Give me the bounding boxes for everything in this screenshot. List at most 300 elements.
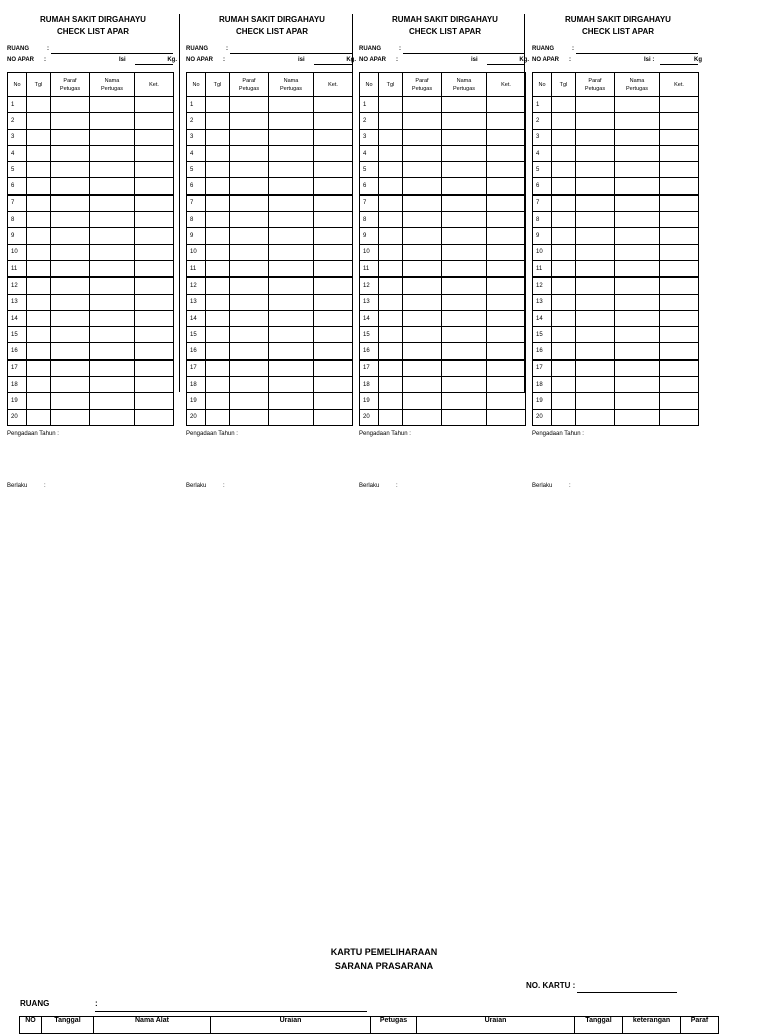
nama-cell[interactable] [615,113,660,129]
tgl-cell[interactable] [379,97,403,113]
ket-cell[interactable] [487,212,526,228]
ket-cell[interactable] [314,377,353,393]
paraf-cell[interactable] [576,113,615,129]
ket-cell[interactable] [487,277,526,294]
ket-cell[interactable] [487,393,526,409]
paraf-cell[interactable] [230,327,269,343]
tgl-cell[interactable] [379,409,403,425]
ket-cell[interactable] [660,162,699,178]
tgl-cell[interactable] [27,113,51,129]
ket-cell[interactable] [487,327,526,343]
paraf-cell[interactable] [576,377,615,393]
tgl-cell[interactable] [27,377,51,393]
tgl-cell[interactable] [552,343,576,360]
paraf-cell[interactable] [576,343,615,360]
ket-cell[interactable] [487,310,526,326]
ket-cell[interactable] [314,145,353,161]
nama-cell[interactable] [269,409,314,425]
tgl-cell[interactable] [206,343,230,360]
ket-cell[interactable] [660,310,699,326]
tgl-cell[interactable] [552,409,576,425]
ket-cell[interactable] [487,195,526,212]
paraf-cell[interactable] [576,310,615,326]
nama-cell[interactable] [90,294,135,310]
paraf-cell[interactable] [576,360,615,377]
nama-cell[interactable] [269,260,314,277]
ket-cell[interactable] [660,260,699,277]
tgl-cell[interactable] [27,195,51,212]
tgl-cell[interactable] [379,244,403,260]
tgl-cell[interactable] [27,327,51,343]
paraf-cell[interactable] [576,195,615,212]
tgl-cell[interactable] [552,393,576,409]
ket-cell[interactable] [487,129,526,145]
tgl-cell[interactable] [206,277,230,294]
tgl-cell[interactable] [27,294,51,310]
nama-cell[interactable] [269,294,314,310]
ket-cell[interactable] [314,277,353,294]
paraf-cell[interactable] [403,310,442,326]
nama-cell[interactable] [269,244,314,260]
paraf-cell[interactable] [230,97,269,113]
nama-cell[interactable] [615,195,660,212]
nama-cell[interactable] [269,343,314,360]
nama-cell[interactable] [90,129,135,145]
nama-cell[interactable] [90,377,135,393]
ket-cell[interactable] [314,162,353,178]
ket-cell[interactable] [660,178,699,195]
ket-cell[interactable] [135,113,174,129]
nama-cell[interactable] [442,294,487,310]
ket-cell[interactable] [487,294,526,310]
paraf-cell[interactable] [576,409,615,425]
nama-cell[interactable] [90,277,135,294]
paraf-cell[interactable] [230,129,269,145]
paraf-cell[interactable] [403,113,442,129]
nama-cell[interactable] [615,145,660,161]
ket-cell[interactable] [487,409,526,425]
ket-cell[interactable] [314,97,353,113]
nama-cell[interactable] [269,97,314,113]
tgl-cell[interactable] [552,360,576,377]
paraf-cell[interactable] [403,162,442,178]
ket-cell[interactable] [135,178,174,195]
paraf-cell[interactable] [403,360,442,377]
tgl-cell[interactable] [206,162,230,178]
nama-cell[interactable] [269,228,314,244]
nama-cell[interactable] [442,360,487,377]
nama-cell[interactable] [90,343,135,360]
tgl-cell[interactable] [552,228,576,244]
nama-cell[interactable] [442,113,487,129]
tgl-cell[interactable] [552,129,576,145]
paraf-cell[interactable] [230,228,269,244]
tgl-cell[interactable] [27,260,51,277]
paraf-cell[interactable] [51,277,90,294]
ket-cell[interactable] [660,277,699,294]
tgl-cell[interactable] [379,294,403,310]
ruang-field[interactable] [95,1011,367,1012]
ket-cell[interactable] [135,228,174,244]
nama-cell[interactable] [615,409,660,425]
nama-cell[interactable] [615,97,660,113]
paraf-cell[interactable] [576,145,615,161]
ruang-field[interactable] [230,53,352,54]
ket-cell[interactable] [135,393,174,409]
tgl-cell[interactable] [552,327,576,343]
paraf-cell[interactable] [51,228,90,244]
nama-cell[interactable] [615,360,660,377]
nama-cell[interactable] [442,327,487,343]
ket-cell[interactable] [660,327,699,343]
nama-cell[interactable] [90,97,135,113]
paraf-cell[interactable] [576,294,615,310]
nama-cell[interactable] [269,393,314,409]
nama-cell[interactable] [615,260,660,277]
tgl-cell[interactable] [379,310,403,326]
nama-cell[interactable] [90,244,135,260]
paraf-cell[interactable] [576,228,615,244]
paraf-cell[interactable] [51,294,90,310]
nama-cell[interactable] [269,145,314,161]
tgl-cell[interactable] [379,212,403,228]
tgl-cell[interactable] [206,260,230,277]
ket-cell[interactable] [314,409,353,425]
paraf-cell[interactable] [230,244,269,260]
paraf-cell[interactable] [51,178,90,195]
paraf-cell[interactable] [403,393,442,409]
paraf-cell[interactable] [403,343,442,360]
ket-cell[interactable] [660,145,699,161]
nama-cell[interactable] [615,327,660,343]
ket-cell[interactable] [314,212,353,228]
ket-cell[interactable] [487,97,526,113]
tgl-cell[interactable] [379,327,403,343]
ket-cell[interactable] [660,228,699,244]
paraf-cell[interactable] [403,129,442,145]
ket-cell[interactable] [487,162,526,178]
nama-cell[interactable] [90,113,135,129]
tgl-cell[interactable] [379,129,403,145]
paraf-cell[interactable] [403,260,442,277]
ket-cell[interactable] [135,409,174,425]
ket-cell[interactable] [135,327,174,343]
ket-cell[interactable] [314,195,353,212]
ket-cell[interactable] [660,409,699,425]
tgl-cell[interactable] [379,277,403,294]
tgl-cell[interactable] [206,409,230,425]
nama-cell[interactable] [442,97,487,113]
tgl-cell[interactable] [27,162,51,178]
ket-cell[interactable] [314,244,353,260]
nama-cell[interactable] [615,228,660,244]
tgl-cell[interactable] [379,343,403,360]
tgl-cell[interactable] [206,310,230,326]
nama-cell[interactable] [269,212,314,228]
tgl-cell[interactable] [552,294,576,310]
paraf-cell[interactable] [576,277,615,294]
nama-cell[interactable] [269,162,314,178]
paraf-cell[interactable] [576,260,615,277]
nama-cell[interactable] [269,377,314,393]
nama-cell[interactable] [615,343,660,360]
ket-cell[interactable] [487,244,526,260]
ket-cell[interactable] [660,97,699,113]
tgl-cell[interactable] [206,294,230,310]
tgl-cell[interactable] [206,327,230,343]
paraf-cell[interactable] [576,393,615,409]
tgl-cell[interactable] [206,212,230,228]
tgl-cell[interactable] [379,162,403,178]
tgl-cell[interactable] [552,113,576,129]
ket-cell[interactable] [135,195,174,212]
paraf-cell[interactable] [230,195,269,212]
nama-cell[interactable] [442,343,487,360]
paraf-cell[interactable] [51,327,90,343]
paraf-cell[interactable] [51,129,90,145]
tgl-cell[interactable] [27,178,51,195]
nama-cell[interactable] [90,360,135,377]
tgl-cell[interactable] [552,377,576,393]
tgl-cell[interactable] [379,393,403,409]
tgl-cell[interactable] [206,377,230,393]
ket-cell[interactable] [314,228,353,244]
tgl-cell[interactable] [27,409,51,425]
ket-cell[interactable] [135,129,174,145]
nama-cell[interactable] [615,162,660,178]
ket-cell[interactable] [487,343,526,360]
tgl-cell[interactable] [206,228,230,244]
ket-cell[interactable] [314,343,353,360]
paraf-cell[interactable] [403,178,442,195]
ket-cell[interactable] [135,260,174,277]
ket-cell[interactable] [660,360,699,377]
nama-cell[interactable] [269,113,314,129]
paraf-cell[interactable] [230,310,269,326]
paraf-cell[interactable] [51,113,90,129]
tgl-cell[interactable] [27,97,51,113]
tgl-cell[interactable] [27,244,51,260]
nama-cell[interactable] [269,310,314,326]
paraf-cell[interactable] [576,244,615,260]
ket-cell[interactable] [135,310,174,326]
paraf-cell[interactable] [51,310,90,326]
paraf-cell[interactable] [51,260,90,277]
ket-cell[interactable] [314,327,353,343]
ket-cell[interactable] [314,129,353,145]
nama-cell[interactable] [442,178,487,195]
ket-cell[interactable] [660,129,699,145]
ket-cell[interactable] [660,113,699,129]
tgl-cell[interactable] [379,178,403,195]
ket-cell[interactable] [135,377,174,393]
nama-cell[interactable] [269,360,314,377]
ket-cell[interactable] [314,260,353,277]
ket-cell[interactable] [660,377,699,393]
ket-cell[interactable] [660,212,699,228]
tgl-cell[interactable] [27,277,51,294]
paraf-cell[interactable] [403,409,442,425]
paraf-cell[interactable] [403,228,442,244]
nama-cell[interactable] [442,393,487,409]
nama-cell[interactable] [442,377,487,393]
tgl-cell[interactable] [552,277,576,294]
nama-cell[interactable] [615,178,660,195]
ket-cell[interactable] [314,393,353,409]
ket-cell[interactable] [487,360,526,377]
ket-cell[interactable] [660,294,699,310]
nama-cell[interactable] [90,162,135,178]
nama-cell[interactable] [269,277,314,294]
paraf-cell[interactable] [230,343,269,360]
ket-cell[interactable] [135,294,174,310]
paraf-cell[interactable] [230,212,269,228]
tgl-cell[interactable] [552,145,576,161]
ket-cell[interactable] [135,145,174,161]
paraf-cell[interactable] [576,327,615,343]
nama-cell[interactable] [269,129,314,145]
paraf-cell[interactable] [576,212,615,228]
tgl-cell[interactable] [379,113,403,129]
paraf-cell[interactable] [576,97,615,113]
paraf-cell[interactable] [403,195,442,212]
nama-cell[interactable] [615,377,660,393]
paraf-cell[interactable] [230,377,269,393]
nama-cell[interactable] [90,409,135,425]
paraf-cell[interactable] [230,162,269,178]
nama-cell[interactable] [90,178,135,195]
tgl-cell[interactable] [379,377,403,393]
paraf-cell[interactable] [230,145,269,161]
nama-cell[interactable] [615,393,660,409]
nama-cell[interactable] [442,409,487,425]
tgl-cell[interactable] [27,212,51,228]
tgl-cell[interactable] [552,195,576,212]
nama-cell[interactable] [442,260,487,277]
tgl-cell[interactable] [206,113,230,129]
tgl-cell[interactable] [206,360,230,377]
ruang-field[interactable] [576,53,698,54]
tgl-cell[interactable] [552,260,576,277]
tgl-cell[interactable] [206,145,230,161]
tgl-cell[interactable] [27,228,51,244]
nama-cell[interactable] [615,277,660,294]
tgl-cell[interactable] [27,393,51,409]
nama-cell[interactable] [442,145,487,161]
tgl-cell[interactable] [206,393,230,409]
tgl-cell[interactable] [552,310,576,326]
tgl-cell[interactable] [27,129,51,145]
ket-cell[interactable] [314,310,353,326]
ket-cell[interactable] [487,377,526,393]
paraf-cell[interactable] [51,145,90,161]
no-kartu-field[interactable] [577,992,677,993]
paraf-cell[interactable] [230,409,269,425]
nama-cell[interactable] [269,327,314,343]
nama-cell[interactable] [442,162,487,178]
paraf-cell[interactable] [576,129,615,145]
nama-cell[interactable] [90,212,135,228]
nama-cell[interactable] [269,178,314,195]
tgl-cell[interactable] [27,145,51,161]
tgl-cell[interactable] [206,195,230,212]
paraf-cell[interactable] [51,244,90,260]
nama-cell[interactable] [90,260,135,277]
ket-cell[interactable] [487,260,526,277]
paraf-cell[interactable] [576,178,615,195]
nama-cell[interactable] [90,393,135,409]
ruang-field[interactable] [51,53,173,54]
ket-cell[interactable] [135,343,174,360]
paraf-cell[interactable] [230,360,269,377]
tgl-cell[interactable] [552,212,576,228]
nama-cell[interactable] [90,228,135,244]
ket-cell[interactable] [135,212,174,228]
tgl-cell[interactable] [379,228,403,244]
paraf-cell[interactable] [51,97,90,113]
nama-cell[interactable] [90,327,135,343]
ket-cell[interactable] [487,113,526,129]
nama-cell[interactable] [615,294,660,310]
paraf-cell[interactable] [403,377,442,393]
ket-cell[interactable] [314,360,353,377]
tgl-cell[interactable] [379,145,403,161]
nama-cell[interactable] [442,310,487,326]
nama-cell[interactable] [90,310,135,326]
ket-cell[interactable] [487,228,526,244]
paraf-cell[interactable] [51,409,90,425]
ket-cell[interactable] [314,294,353,310]
nama-cell[interactable] [442,129,487,145]
ket-cell[interactable] [660,195,699,212]
ket-cell[interactable] [314,178,353,195]
tgl-cell[interactable] [27,310,51,326]
tgl-cell[interactable] [379,195,403,212]
nama-cell[interactable] [90,195,135,212]
nama-cell[interactable] [442,228,487,244]
nama-cell[interactable] [90,145,135,161]
tgl-cell[interactable] [552,178,576,195]
ket-cell[interactable] [660,343,699,360]
nama-cell[interactable] [615,244,660,260]
paraf-cell[interactable] [51,377,90,393]
paraf-cell[interactable] [230,113,269,129]
ket-cell[interactable] [487,145,526,161]
ruang-field[interactable] [403,53,525,54]
paraf-cell[interactable] [403,244,442,260]
paraf-cell[interactable] [403,145,442,161]
tgl-cell[interactable] [206,129,230,145]
paraf-cell[interactable] [230,260,269,277]
nama-cell[interactable] [442,244,487,260]
nama-cell[interactable] [615,212,660,228]
paraf-cell[interactable] [230,294,269,310]
tgl-cell[interactable] [27,360,51,377]
nama-cell[interactable] [442,212,487,228]
paraf-cell[interactable] [403,212,442,228]
paraf-cell[interactable] [230,393,269,409]
ket-cell[interactable] [487,178,526,195]
ket-cell[interactable] [660,393,699,409]
nama-cell[interactable] [615,310,660,326]
paraf-cell[interactable] [576,162,615,178]
tgl-cell[interactable] [206,97,230,113]
paraf-cell[interactable] [51,162,90,178]
ket-cell[interactable] [660,244,699,260]
nama-cell[interactable] [442,195,487,212]
tgl-cell[interactable] [206,244,230,260]
isi-field[interactable] [660,64,698,65]
